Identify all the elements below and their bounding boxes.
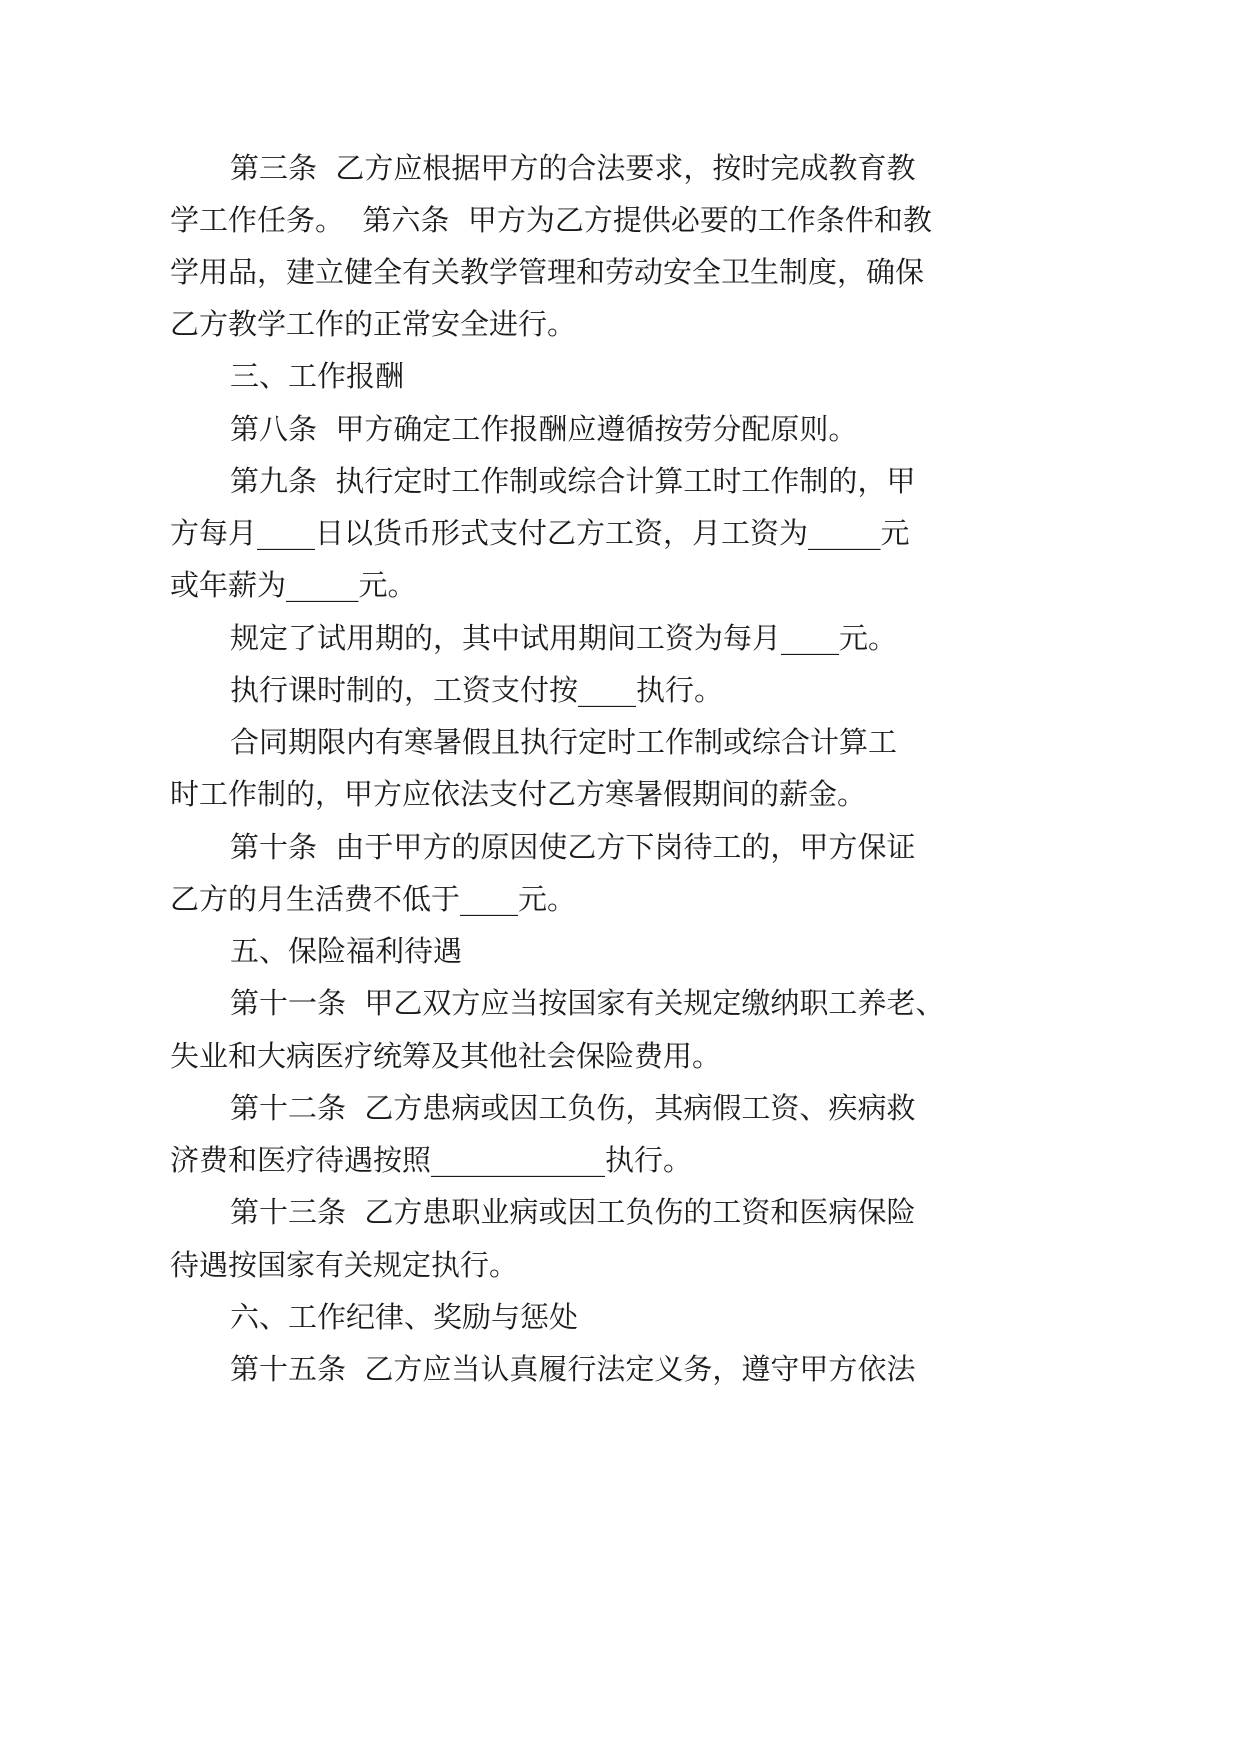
clause-12-line-2: 济费和医疗待遇按照____________执行。 [170,1143,693,1177]
vacation-pay-line-1: 合同期限内有寒暑假且执行定时工作制或综合计算工 [230,725,898,759]
clause-6-line-3: 乙方教学工作的正常安全进行。 [170,307,577,341]
clause-9-line-3: 或年薪为_____元。 [170,568,417,602]
class-hour-line: 执行课时制的，工资支付按____执行。 [230,673,724,707]
clause-9-line-1: 第九条 执行定时工作制或综合计算工时工作制的，甲 [230,464,916,498]
section-6-heading: 六、工作纪律、奖励与惩处 [230,1300,579,1334]
section-3-heading: 三、工作报酬 [230,359,405,393]
clause-10-line-1: 第十条 由于甲方的原因使乙方下岗待工的，甲方保证 [230,830,916,864]
clause-12-line-1: 第十二条 乙方患病或因工负伤，其病假工资、疾病救 [230,1091,916,1125]
clause-11-line-1: 第十一条 甲乙双方应当按国家有关规定缴纳职工养老、 [230,986,945,1020]
clause-3-line-1: 第三条 乙方应根据甲方的合法要求，按时完成教育教 [230,151,916,185]
clause-11-line-2: 失业和大病医疗统筹及其他社会保险费用。 [170,1039,722,1073]
probation-wage-line: 规定了试用期的，其中试用期间工资为每月____元。 [230,621,898,655]
clause-8-line-1: 第八条 甲方确定工作报酬应遵循按劳分配原则。 [230,412,858,446]
clause-15-line-1: 第十五条 乙方应当认真履行法定义务，遵守甲方依法 [230,1352,916,1386]
clause-6-line-2: 学用品，建立健全有关教学管理和劳动安全卫生制度，确保 [170,255,925,289]
clause-10-line-2: 乙方的月生活费不低于____元。 [170,882,577,916]
clause-13-line-2: 待遇按国家有关规定执行。 [170,1248,519,1282]
clause-13-line-1: 第十三条 乙方患职业病或因工负伤的工资和医病保险 [230,1195,916,1229]
section-5-heading: 五、保险福利待遇 [230,934,463,968]
vacation-pay-line-2: 时工作制的，甲方应依法支付乙方寒暑假期间的薪金。 [170,777,867,811]
clause-3-line-2: 学工作任务。 第六条 甲方为乙方提供必要的工作条件和教 [170,203,932,237]
clause-9-line-2: 方每月____日以货币形式支付乙方工资，月工资为_____元 [170,516,910,550]
